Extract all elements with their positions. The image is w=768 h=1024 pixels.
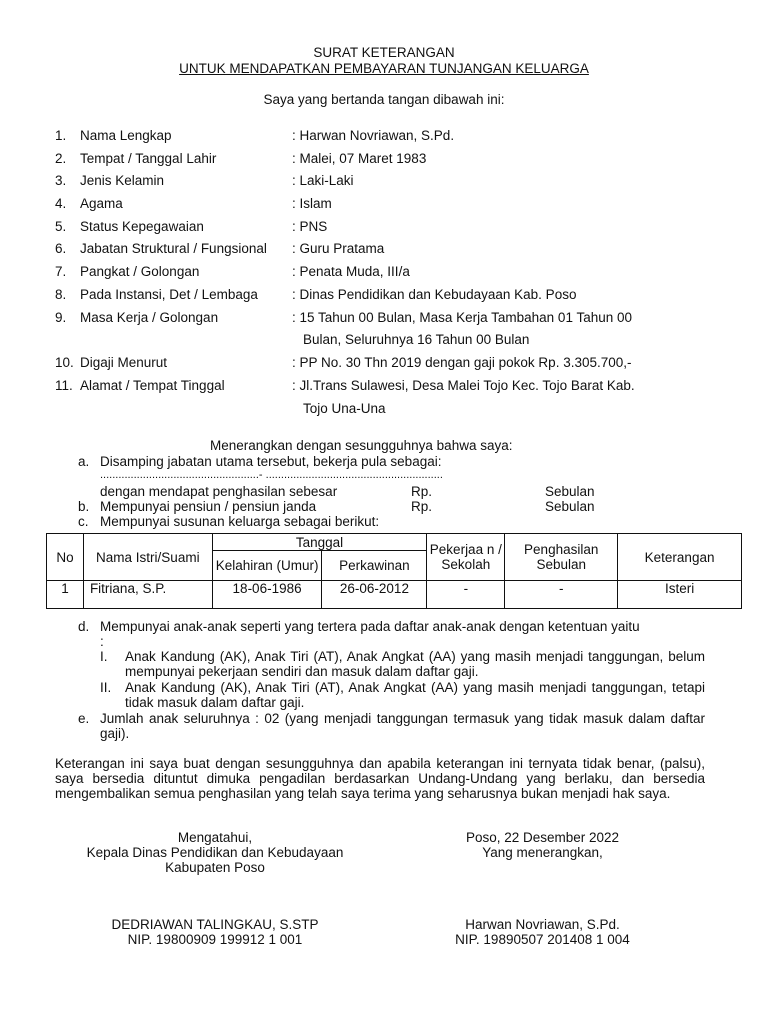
- dotted-fill-line: ....................................................- ..........................................................: [100, 469, 443, 481]
- item-letter-d: d.: [78, 619, 90, 634]
- header-keterangan: Keterangan: [618, 534, 742, 581]
- row-number: 3.: [55, 173, 67, 188]
- item-c-text: Mempunyai susunan keluarga sebagai berikut:: [100, 514, 380, 529]
- family-table: [46, 533, 742, 609]
- header-tanggal: Tanggal: [212, 534, 427, 551]
- pension-rp: Rp.: [411, 499, 433, 514]
- document-title: SURAT KETERANGAN: [313, 45, 455, 60]
- row-value: : Dinas Pendidikan dan Kebudayaan Kab. Poso: [292, 287, 577, 302]
- header-name: Nama Istri/Suami: [83, 534, 212, 581]
- identity-row-address-cont: [0, 401, 768, 419]
- row-value: : Guru Pratama: [292, 241, 385, 256]
- identity-row-religion: [0, 196, 768, 214]
- row-value: : Harwan Novriawan, S.Pd.: [292, 128, 455, 143]
- identity-row-service-cont: [0, 332, 768, 350]
- row-label: Tempat / Tanggal Lahir: [80, 151, 217, 166]
- pension-sebulan: Sebulan: [545, 499, 595, 514]
- row-label: Digaji Menurut: [80, 355, 168, 370]
- intro-text: Saya yang bertanda tangan dibawah ini:: [263, 92, 505, 107]
- identity-row-birth: [0, 151, 768, 169]
- left-signer-nip: NIP. 19800909 199912 1 001: [127, 932, 303, 947]
- row-number: 6.: [55, 241, 67, 256]
- item-d-text: Mempunyai anak-anak seperti yang tertera pada daftar anak-anak dengan ketentuan yaitu: [100, 619, 640, 634]
- identity-row-name: [0, 128, 768, 146]
- left-signer-name: DEDRIAWAN TALINGKAU, S.STP: [111, 917, 319, 932]
- identity-row-status: [0, 219, 768, 237]
- identity-row-salary: [0, 355, 768, 373]
- row-label: Alamat / Tempat Tinggal: [80, 378, 225, 393]
- left-sign-line1: Mengatahui,: [177, 830, 253, 845]
- identity-row-gender: [0, 173, 768, 191]
- item-ii-number: II.: [100, 680, 112, 695]
- cell-perkawinan: 26-06-2012: [322, 581, 427, 609]
- row-value: : Malei, 07 Maret 1983: [292, 151, 427, 166]
- header-kelahiran: Kelahiran (Umur): [212, 551, 322, 581]
- row-number: 2.: [55, 151, 67, 166]
- identity-row-rank: [0, 264, 768, 282]
- row-number: 7.: [55, 264, 67, 279]
- table-row: [47, 581, 742, 609]
- statement-heading: Menerangkan dengan sesungguhnya bahwa saya:: [210, 438, 513, 453]
- header-penghasilan: Penghasilan Sebulan: [505, 534, 618, 581]
- row-label: Jenis Kelamin: [80, 173, 165, 188]
- row-value: : Jl.Trans Sulawesi, Desa Malei Tojo Kec. Tojo Barat Kab.: [292, 378, 635, 393]
- right-signer-nip: NIP. 19890507 201408 1 004: [455, 932, 630, 947]
- cell-name: Fitriana, S.P.: [83, 581, 212, 609]
- identity-row-service: [0, 310, 768, 328]
- row-number: 9.: [55, 310, 67, 325]
- identity-row-position: [0, 241, 768, 259]
- item-ii-text: Anak Kandung (AK), Anak Tiri (AT), Anak Angkat (AA) yang masih menjadi tanggungan, tetapi tidak masuk dalam daftar gaji.: [125, 680, 705, 710]
- row-label: Pada Instansi, Det / Lembaga: [80, 287, 258, 302]
- right-signer-name: Harwan Novriawan, S.Pd.: [465, 917, 620, 932]
- row-value: : Islam: [292, 196, 332, 211]
- left-sign-line3: Kabupaten Poso: [165, 860, 265, 875]
- item-letter-b: b.: [78, 499, 90, 514]
- identity-row-address: [0, 378, 768, 396]
- item-e-text: Jumlah anak seluruhnya : 02 (yang menjadi tanggungan termasuk yang tidak masuk dalam daftar gaji).: [100, 711, 705, 741]
- row-number: 8.: [55, 287, 67, 302]
- row-number: 4.: [55, 196, 67, 211]
- row-label: Pangkat / Golongan: [80, 264, 200, 279]
- row-value: : PNS: [292, 219, 328, 234]
- closing-paragraph: Keterangan ini saya buat dengan sesungguhnya dan apabila keterangan ini ternyata tidak benar, (palsu), saya bersedia dituntut dimuka pengadilan berdasarkan Undang-Undang yang berlaku, dan bersedia mengembalikan semua penghasilan yang telah saya terima yang seharusnya bukan menjadi hak saya.: [55, 756, 705, 801]
- cell-keterangan: Isteri: [618, 581, 742, 609]
- row-label: Status Kepegawaian: [80, 219, 204, 234]
- row-number: 11.: [55, 378, 73, 393]
- cell-pekerjaan: -: [427, 581, 505, 609]
- row-number: 5.: [55, 219, 67, 234]
- row-number: 1.: [55, 128, 67, 143]
- right-sign-date: Poso, 22 Desember 2022: [465, 830, 620, 845]
- item-i-number: I.: [100, 649, 108, 664]
- cell-kelahiran: 18-06-1986: [212, 581, 322, 609]
- header-perkawinan: Perkawinan: [322, 551, 427, 581]
- item-letter-e: e.: [78, 711, 90, 726]
- document-subtitle: UNTUK MENDAPATKAN PEMBAYARAN TUNJANGAN KELUARGA: [179, 61, 589, 76]
- row-label: Masa Kerja / Golongan: [80, 310, 219, 325]
- row-label: Agama: [80, 196, 123, 211]
- item-d-colon: :: [100, 634, 104, 649]
- item-letter-c: c.: [78, 514, 89, 529]
- left-sign-line2: Kepala Dinas Pendidikan dan Kebudayaan: [86, 845, 344, 860]
- row-value: : Laki-Laki: [292, 173, 354, 188]
- row-value-continued: Bulan, Seluruhnya 16 Tahun 00 Bulan: [303, 332, 530, 347]
- cell-no: 1: [47, 581, 84, 609]
- row-value: : Penata Muda, III/a: [292, 264, 410, 279]
- cell-penghasilan: -: [505, 581, 618, 609]
- item-a-text: Disamping jabatan utama tersebut, bekerja pula sebagai:: [100, 454, 442, 469]
- income-sebulan: Sebulan: [545, 484, 595, 499]
- row-label: Nama Lengkap: [80, 128, 172, 143]
- row-value: : 15 Tahun 00 Bulan, Masa Kerja Tambahan 01 Tahun 00: [292, 310, 633, 325]
- item-letter-a: a.: [78, 454, 90, 469]
- income-rp: Rp.: [411, 484, 433, 499]
- row-value: : PP No. 30 Thn 2019 dengan gaji pokok Rp. 3.305.700,-: [292, 355, 632, 370]
- item-i-text: Anak Kandung (AK), Anak Tiri (AT), Anak Angkat (AA) yang masih menjadi tanggungan, belum mempunyai pekerjaan sendiri dan masuk dalam daftar gaji.: [125, 649, 705, 679]
- row-number: 10.: [55, 355, 74, 370]
- item-b-text: Mempunyai pensiun / pensiun janda: [100, 499, 317, 514]
- row-value-continued: Tojo Una-Una: [303, 401, 386, 416]
- table-header-row: [47, 534, 742, 551]
- header-no: No: [47, 534, 84, 581]
- row-label: Jabatan Struktural / Fungsional: [80, 241, 267, 256]
- header-pekerjaan: Pekerjaa n / Sekolah: [427, 534, 505, 581]
- identity-row-institution: [0, 287, 768, 305]
- right-sign-line2: Yang menerangkan,: [482, 845, 603, 860]
- income-text: dengan mendapat penghasilan sebesar: [100, 484, 338, 499]
